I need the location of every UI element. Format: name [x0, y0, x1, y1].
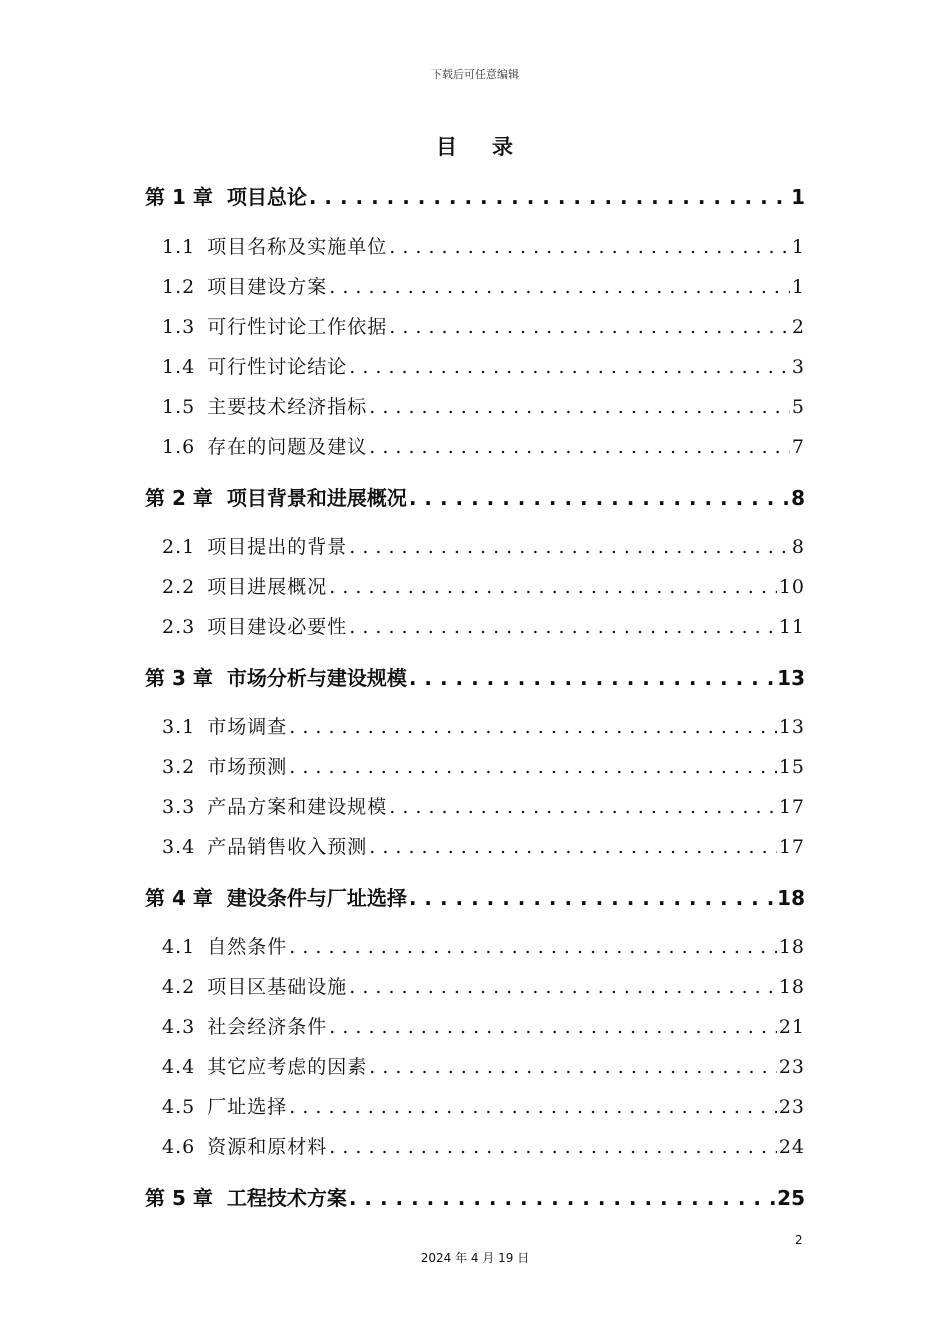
footer-page-number: 2: [795, 1233, 803, 1247]
toc-entry-title: 项目进展概况: [207, 576, 328, 598]
toc-page-number: 13: [778, 716, 805, 738]
toc-dot-leader: [329, 576, 777, 598]
toc-entry-number: 1.6: [162, 436, 196, 458]
toc-dot-leader: [349, 1186, 775, 1210]
toc-page-number: 10: [778, 576, 805, 598]
toc-page-number: 17: [778, 836, 805, 858]
toc-dot-leader: [289, 756, 777, 778]
toc-entry-number: 4.4: [162, 1056, 196, 1078]
toc-dot-leader: [329, 1136, 777, 1158]
toc-entry-number: 2.2: [162, 576, 196, 598]
toc-entry-label: [145, 1182, 347, 1211]
toc-page-number: 1: [791, 185, 805, 209]
toc-entry-label: [162, 972, 347, 999]
toc-entry-label: [145, 482, 407, 511]
toc-entry-number: 4.3: [162, 1016, 196, 1038]
toc-section-entry[interactable]: [162, 432, 805, 459]
toc-entry-label: [162, 272, 327, 299]
toc-chapter-entry[interactable]: [145, 181, 805, 210]
toc-entry-title: 项目总论: [226, 185, 307, 209]
toc-page-number: 18: [778, 936, 805, 958]
toc-section-entry[interactable]: [162, 792, 805, 819]
toc-chapter-entry[interactable]: [145, 482, 805, 511]
toc-page-number: 2: [791, 316, 805, 338]
toc-entry-label: [162, 392, 367, 419]
toc-entry-title: 其它应考虑的因素: [207, 1056, 368, 1078]
toc-page-number: 1: [791, 276, 805, 298]
toc-dot-leader: [349, 356, 790, 378]
toc-entry-title: 项目提出的背景: [207, 536, 348, 558]
toc-entry-label: [162, 832, 367, 859]
toc-dot-leader: [349, 976, 777, 998]
toc-section-entry[interactable]: [162, 1052, 805, 1079]
toc-entry-label: [162, 932, 287, 959]
toc-chapter-entry[interactable]: [145, 882, 805, 911]
toc-section-entry[interactable]: [162, 352, 805, 379]
toc-entry-number: 3.1: [162, 716, 196, 738]
toc-section-entry[interactable]: [162, 752, 805, 779]
toc-entry-label: [162, 1012, 327, 1039]
toc-title-part2: 录: [492, 135, 514, 159]
toc-dot-leader: [369, 396, 790, 418]
toc-section-entry[interactable]: [162, 932, 805, 959]
toc-entry-number: 第 1 章: [145, 185, 213, 209]
toc-entry-number: 第 2 章: [145, 486, 213, 510]
toc-entry-number: 3.4: [162, 836, 196, 858]
footer-date: 2024 年 4 月 19 日: [420, 1251, 530, 1265]
toc-dot-leader: [409, 486, 789, 510]
toc-title-part1: 目: [436, 135, 458, 159]
toc-page-number: 8: [791, 536, 805, 558]
toc-dot-leader: [289, 716, 777, 738]
toc-entry-label: [162, 612, 347, 639]
toc-dot-leader: [369, 1056, 777, 1078]
toc-title: [0, 131, 950, 161]
toc-dot-leader: [329, 276, 790, 298]
toc-entry-number: 4.1: [162, 936, 196, 958]
toc-entry-title: 自然条件: [207, 936, 288, 958]
toc-dot-leader: [329, 1016, 777, 1038]
toc-entry-number: 1.4: [162, 356, 196, 378]
toc-section-entry[interactable]: [162, 972, 805, 999]
toc-entry-number: 1.1: [162, 236, 196, 258]
toc-entry-label: [162, 1092, 287, 1119]
toc-entry-number: 第 4 章: [145, 886, 213, 910]
toc-chapter-entry[interactable]: [145, 662, 805, 691]
toc-entry-number: 4.5: [162, 1096, 196, 1118]
toc-entry-label: [162, 1132, 327, 1159]
toc-dot-leader: [389, 236, 790, 258]
toc-entry-label: [162, 432, 367, 459]
toc-entry-title: 工程技术方案: [226, 1186, 347, 1210]
toc-entry-title: 市场调查: [207, 716, 288, 738]
toc-dot-leader: [389, 316, 790, 338]
toc-page-number: 15: [778, 756, 805, 778]
toc-entry-title: 项目背景和进展概况: [226, 486, 407, 510]
toc-entry-label: [145, 662, 407, 691]
toc-entry-label: [162, 792, 387, 819]
toc-chapter-entry[interactable]: [145, 1182, 805, 1211]
toc-entry-title: 项目建设方案: [207, 276, 328, 298]
toc-section-entry[interactable]: [162, 572, 805, 599]
toc-entry-title: 项目名称及实施单位: [207, 236, 388, 258]
toc-entry-title: 项目建设必要性: [207, 616, 348, 638]
toc-section-entry[interactable]: [162, 612, 805, 639]
toc-section-entry[interactable]: [162, 1092, 805, 1119]
toc-dot-leader: [309, 185, 789, 209]
toc-entry-label: [162, 1052, 367, 1079]
toc-page-number: 13: [777, 666, 805, 690]
toc-entry-title: 资源和原材料: [207, 1136, 328, 1158]
toc-entry-title: 可行性讨论结论: [207, 356, 348, 378]
toc-entry-title: 社会经济条件: [207, 1016, 328, 1038]
toc-entry-title: 项目区基础设施: [207, 976, 348, 998]
toc-page-number: 8: [791, 486, 805, 510]
toc-entry-number: 1.3: [162, 316, 196, 338]
toc-entry-title: 市场预测: [207, 756, 288, 778]
toc-dot-leader: [409, 886, 775, 910]
toc-section-entry[interactable]: [162, 1012, 805, 1039]
toc-dot-leader: [409, 666, 775, 690]
toc-entry-number: 第 3 章: [145, 666, 213, 690]
toc-entry-number: 3.3: [162, 796, 196, 818]
toc-section-entry[interactable]: [162, 312, 805, 339]
toc-section-entry[interactable]: [162, 832, 805, 859]
toc-page-number: 18: [777, 886, 805, 910]
toc-dot-leader: [289, 1096, 777, 1118]
toc-dot-leader: [289, 936, 777, 958]
toc-entry-title: 可行性讨论工作依据: [207, 316, 388, 338]
page-header-note: 下载后可任意编辑: [431, 68, 519, 81]
toc-entry-label: [162, 232, 387, 259]
toc-entry-title: 建设条件与厂址选择: [226, 886, 407, 910]
toc-page-number: 23: [778, 1096, 805, 1118]
toc-dot-leader: [369, 436, 790, 458]
toc-entry-number: 4.6: [162, 1136, 196, 1158]
toc-section-entry[interactable]: [162, 1132, 805, 1159]
toc-entry-number: 1.5: [162, 396, 196, 418]
toc-entry-title: 市场分析与建设规模: [226, 666, 407, 690]
toc-section-entry[interactable]: [162, 532, 805, 559]
toc-entry-label: [162, 572, 327, 599]
toc-section-entry[interactable]: [162, 272, 805, 299]
toc-entry-number: 3.2: [162, 756, 196, 778]
toc-entry-label: [162, 312, 387, 339]
toc-entry-label: [145, 882, 407, 911]
toc-dot-leader: [369, 836, 777, 858]
toc-entry-label: [145, 181, 307, 210]
toc-page-number: 18: [778, 976, 805, 998]
toc-entry-number: 4.2: [162, 976, 196, 998]
toc-page-number: 21: [778, 1016, 805, 1038]
toc-dot-leader: [349, 536, 790, 558]
toc-entry-number: 2.3: [162, 616, 196, 638]
toc-page-number: 17: [778, 796, 805, 818]
toc-page-number: 7: [791, 436, 805, 458]
toc-page-number: 11: [778, 616, 805, 638]
toc-section-entry[interactable]: [162, 392, 805, 419]
toc-entry-title: 主要技术经济指标: [207, 396, 368, 418]
toc-entry-number: 1.2: [162, 276, 196, 298]
toc-entry-label: [162, 712, 287, 739]
toc-page-number: 24: [778, 1136, 805, 1158]
toc-page-number: 1: [791, 236, 805, 258]
toc-dot-leader: [389, 796, 777, 818]
toc-entry-title: 产品销售收入预测: [207, 836, 368, 858]
toc-page-number: 23: [778, 1056, 805, 1078]
toc-entry-label: [162, 532, 347, 559]
toc-entry-label: [162, 352, 347, 379]
toc-page-number: 5: [791, 396, 805, 418]
toc-page-number: 3: [791, 356, 805, 378]
toc-section-entry[interactable]: [162, 712, 805, 739]
toc-entry-title: 产品方案和建设规模: [207, 796, 388, 818]
toc-entry-title: 存在的问题及建议: [207, 436, 368, 458]
toc-page-number: 25: [777, 1186, 805, 1210]
toc-entry-number: 第 5 章: [145, 1186, 213, 1210]
toc-entry-number: 2.1: [162, 536, 196, 558]
toc-section-entry[interactable]: [162, 232, 805, 259]
toc-entry-label: [162, 752, 287, 779]
toc-entry-title: 厂址选择: [207, 1096, 288, 1118]
toc-dot-leader: [349, 616, 777, 638]
